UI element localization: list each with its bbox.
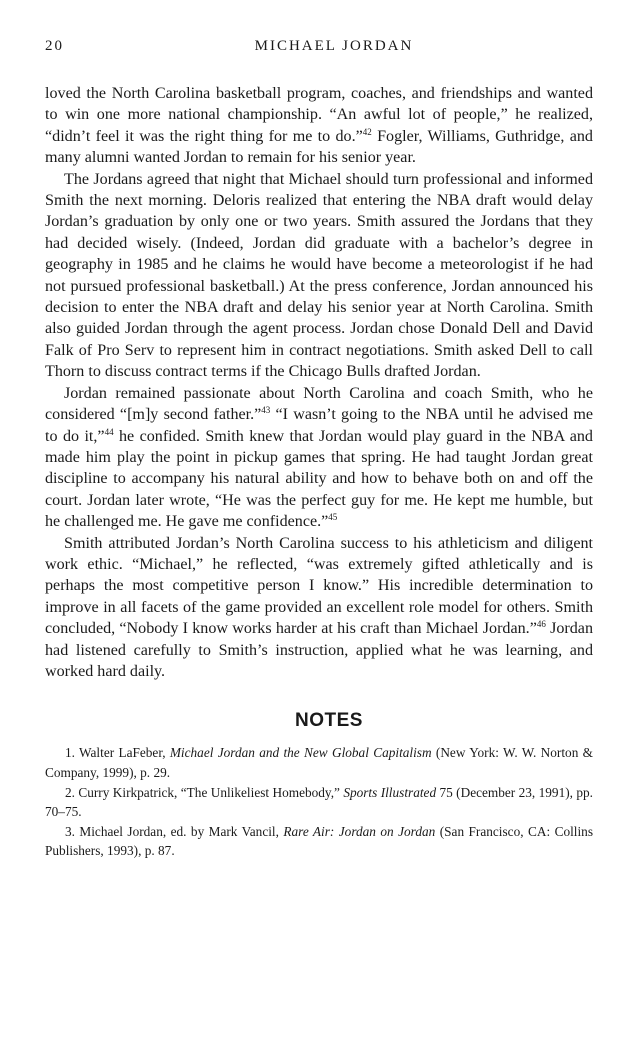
note-item (45, 783, 593, 822)
page-number: 20 (45, 38, 64, 54)
paragraph-text: loved the North Carolina basketball program, coaches, and friendships and wanted to win one more national championship. “An awful lot of people,” he realized, “didn’t feel it was the right thing for me to do.” (45, 85, 593, 145)
footnote-ref: 43 (261, 405, 271, 416)
note-text: 2. Curry Kirkpatrick, “The Unlikeliest Homebody,” (65, 784, 344, 800)
running-head (45, 38, 593, 60)
book-page (45, 38, 593, 861)
note-item (45, 822, 593, 861)
body-text (45, 83, 593, 682)
paragraph-text: he confided. Smith knew that Jordan would play guard in the NBA and made him play the point in pickup games that spring. He had taught Jordan great discipline to accompany his natural ability and how to behave both on and off the court. Jordan later wrote, “He was the perfect guy for me. He kept me humble, but he challenged me. He gave me confidence.” (45, 427, 593, 531)
footnote-ref: 46 (536, 619, 546, 630)
note-title: Rare Air: Jordan on Jordan (283, 823, 436, 839)
paragraph-3 (45, 383, 593, 533)
note-text: 75 (December 23, 1991), pp. 70–75. (45, 784, 593, 820)
note-title: Michael Jordan and the New Global Capitalism (169, 745, 432, 761)
note-text: (New York: W. W. Norton & Company, 1999), p. 29. (45, 745, 593, 780)
paragraph-2 (45, 169, 593, 383)
notes-heading: NOTES (295, 710, 363, 732)
paragraph-text: Smith attributed Jordan’s North Carolina success to his athleticism and diligent work ethic. “Michael,” he reflected, “was extremely gifted athletically and is perhaps the most competitive person I know.” His incredible determination to improve in all facets of the game provided an excellent role model for others. Smith concluded, “Nobody I know works harder at his craft than Michael Jordan.” (45, 534, 593, 638)
note-text: 1. Walter LaFeber, (65, 745, 170, 761)
note-title: Sports Illustrated (343, 784, 437, 800)
footnote-ref: 42 (362, 126, 372, 137)
book-title: MICHAEL JORDAN (254, 38, 414, 54)
footnote-ref: 45 (328, 512, 338, 523)
paragraph-4 (45, 533, 593, 683)
note-item (45, 743, 593, 782)
paragraph-text: Fogler, Williams, Guthridge, and many alumni wanted Jordan to remain for his senior year. (45, 127, 593, 167)
note-text: 3. Michael Jordan, ed. by Mark Vancil, (65, 823, 284, 839)
note-text: (San Francisco, CA: Collins Publishers, 1993), p. 87. (45, 823, 594, 859)
paragraph-1 (45, 83, 593, 169)
footnote-ref: 44 (104, 426, 114, 437)
paragraph-text: Jordan remained passionate about North Carolina and coach Smith, who he considered “[m]y second father.” (45, 384, 593, 424)
paragraph-text: The Jordans agreed that night that Michael should turn professional and informed Smith the next morning. Deloris realized that entering the NBA draft would delay Jordan’s graduation by only one or two years. Smith assured the Jordans that they had decided wisely. (Indeed, Jordan did graduate with a bachelor’s degree in geography in 1985 and he claims he would have become a meteorologist if he had not pursued professional basketball.) At the press conference, Jordan announced his decision to enter the NBA draft and delay his senior year at North Carolina. Smith also guided Jordan through the agent process. Jordan chose Donald Dell and David Falk of Pro Serv to represent him in contract negotiations. Smith asked Dell to call Thorn to discuss contract terms if the Chicago Bulls drafted Jordan. (45, 170, 593, 381)
notes-list (45, 743, 593, 861)
paragraph-text: Jordan had listened carefully to Smith’s instruction, applied what he was learning, and worked hard daily. (45, 620, 593, 680)
paragraph-text: “I wasn’t going to the NBA until he advised me to do it,” (45, 406, 593, 445)
